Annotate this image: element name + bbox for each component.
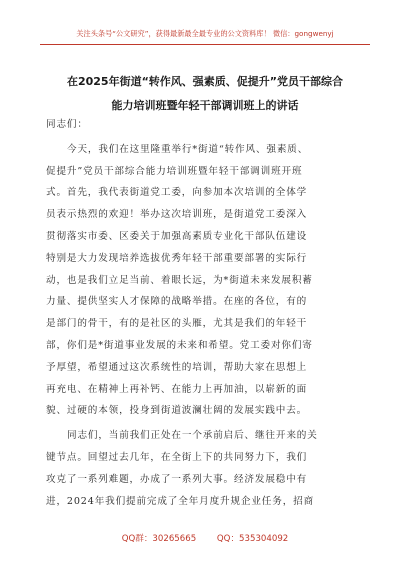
paragraph-line: 动，也是我们立足当前、着眼长远，为*街道未来发展积蓄 bbox=[46, 274, 313, 286]
paragraph-line: 力量、提供坚实人才保障的战略举措。在座的各位，有的 bbox=[46, 296, 308, 308]
title-line-1: 在2025年街道“转作风、强素质、促提升”党员干部综合 bbox=[66, 75, 344, 88]
footer-qq: QQ：535304092 bbox=[216, 534, 289, 544]
paragraph-1 bbox=[46, 139, 364, 422]
paragraph-line: 员表示热烈的欢迎！举办这次培训班，是街道党工委深入 bbox=[46, 209, 308, 221]
paragraph-line: 部，你们是*街道事业发展的未来和希望。党工委对你们寄 bbox=[46, 339, 313, 351]
paragraph-line: 予厚望，希望通过这次系统性的培训，帮助大家在思想上 bbox=[46, 361, 308, 373]
paragraph-line: 今天，我们在这里隆重举行*街道“转作风、强素质、 bbox=[67, 143, 309, 155]
header-banner: 关注头条号“公文研究”，获得最新最全最专业的公文资料库！ 微信：gongwenyj bbox=[76, 29, 334, 38]
paragraph-line: 贯彻落实市委、区委关于加强高素质专业化干部队伍建设 bbox=[46, 230, 308, 242]
paragraph-line: 进，2024年我们提前完成了全年月度升规企业任务，招商 bbox=[46, 495, 315, 507]
footer-qq-group: QQ群：30265665 bbox=[121, 534, 197, 544]
paragraph-line: 特别是大力发现培养选拔优秀年轻干部重要部署的实际行 bbox=[46, 252, 308, 264]
paragraph-line: 貌、过硬的本领，投身到街道波澜壮阔的发展实践中去。 bbox=[46, 405, 308, 417]
title-line-2: 能力培训班暨年轻干部调训班上的讲话 bbox=[111, 99, 299, 112]
paragraph-line: 同志们，当前我们正处在一个承前启后、继往开来的关 bbox=[67, 430, 318, 442]
paragraph-line: 式。首先，我代表街道党工委，向参加本次培训的全体学 bbox=[46, 187, 308, 199]
paragraph-line: 是部门的骨干，有的是社区的头雁，尤其是我们的年轻干 bbox=[46, 318, 308, 330]
document-body bbox=[46, 114, 364, 512]
document-title bbox=[40, 70, 370, 118]
paragraph-2 bbox=[46, 425, 364, 512]
paragraph-line: 攻克了一系列难题，办成了一系列大事。经济发展稳中有 bbox=[46, 473, 308, 485]
paragraph-line: 再充电、在精神上再补钙、在能力上再加油，以崭新的面 bbox=[46, 383, 308, 395]
salutation: 同志们： bbox=[46, 119, 88, 130]
header-divider bbox=[40, 44, 370, 45]
paragraph-line: 键节点。回望过去几年，在全街上下的共同努力下，我们 bbox=[46, 451, 308, 463]
paragraph-line: 促提升”党员干部综合能力培训班暨年轻干部调训班开班 bbox=[46, 165, 303, 177]
footer-contact bbox=[40, 532, 370, 544]
